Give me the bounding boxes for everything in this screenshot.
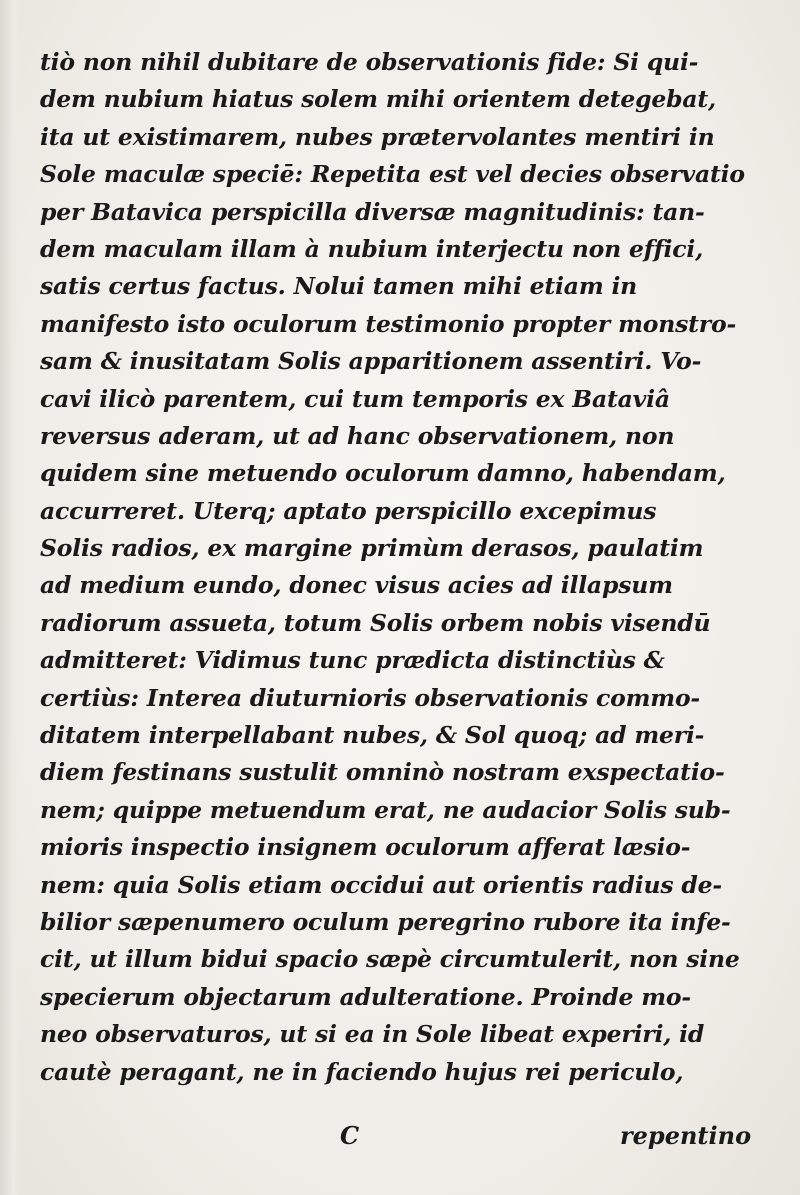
text-line: dem nubium hiatus solem mihi orientem detegebat, [40,85,717,114]
text-line: Solis radios, ex margine primùm derasos, paulatim [40,534,704,563]
catchword: repentino [620,1121,752,1150]
text-line: ad medium eundo, donec visus acies ad illapsum [40,571,673,600]
text-line: cavi ilicò parentem, cui tum temporis ex Bataviâ [40,384,670,413]
text-line: per Batavica perspicilla diversæ magnitudinis: tan- [40,197,705,226]
text-line: certiùs: Interea diuturnioris observationis commo- [40,683,700,712]
body-text [40,44,792,1091]
text-line: cautè peragant, ne in faciendo hujus rei periculo, [40,1057,684,1086]
text-line: sam & inusitatam Solis apparitionem assentiri. Vo- [40,347,702,376]
text-line: mioris inspectio insignem oculorum afferat læsio- [40,833,691,862]
text-line: manifesto isto oculorum testimonio propter monstro- [40,309,736,338]
page-footer [40,1121,780,1161]
text-line: cit, ut illum bidui spacio sæpè circumtulerit, non sine [40,945,740,974]
text-line: ita ut existimarem, nubes prætervolantes mentiri in [40,122,715,151]
text-line: nem: quia Solis etiam occidui aut orientis radius de- [40,870,722,899]
text-line: reversus aderam, ut ad hanc observationem, non [40,421,675,450]
text-line: tiò non nihil dubitare de observationis fide: Si qui- [40,48,699,76]
text-line: accurreret. Uterq; aptato perspicillo excepimus [40,496,657,525]
text-line: dem maculam illam à nubium interjectu non effici, [40,234,704,263]
text-line: Sole maculæ speciē: Repetita est vel decies observatio [40,160,745,189]
text-line: ditatem interpellabant nubes, & Sol quoq; ad meri- [40,721,705,750]
text-line: specierum objectarum adulteratione. Proinde mo- [40,982,691,1011]
text-line: quidem sine metuendo oculorum damno, habendam, [40,459,726,488]
text-line: diem festinans sustulit omninò nostram exspectatio- [40,758,725,787]
text-line: radiorum assueta, totum Solis orbem nobis visendū [40,608,711,637]
text-line: nem; quippe metuendum erat, ne audacior Solis sub- [40,795,731,824]
text-line: admitteret: Vidimus tunc prædicta distinctiùs & [40,646,665,675]
signature-mark: C [340,1121,360,1150]
page-gutter-shadow [0,0,22,1195]
text-line: neo observaturos, ut si ea in Sole libeat experiri, id [40,1020,705,1049]
text-line: bilior sæpenumero oculum peregrino rubore ita infe- [40,907,731,936]
text-line: satis certus factus. Nolui tamen mihi etiam in [40,272,638,301]
